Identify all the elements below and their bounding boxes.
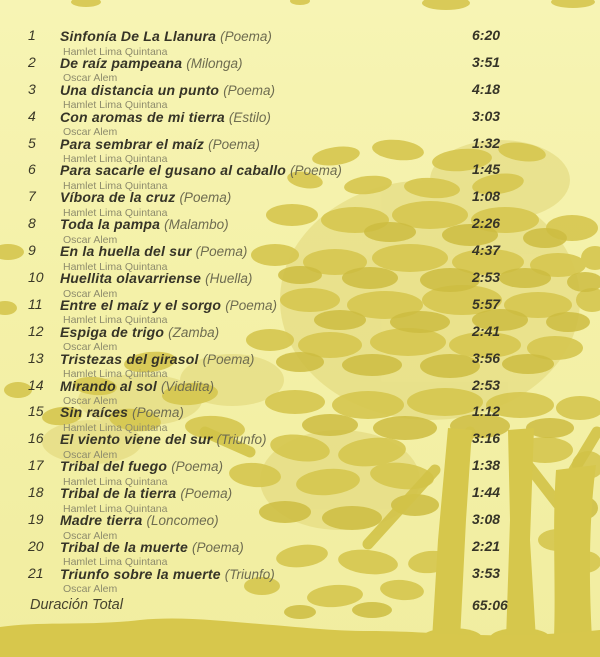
track-number: 16 — [28, 430, 44, 447]
track-row — [0, 242, 600, 273]
track-genre: (Triunfo) — [216, 432, 267, 448]
track-duration: 2:41 — [472, 322, 501, 339]
track-duration: 3:53 — [472, 564, 501, 581]
track-row — [0, 215, 600, 246]
track-artist: Oscar Alem — [63, 233, 118, 246]
total-duration-row — [0, 597, 600, 615]
track-duration: 1:12 — [472, 403, 501, 420]
track-genre: (Poema) — [202, 351, 255, 367]
track-title: Con aromas de mi tierra — [60, 108, 225, 125]
track-duration: 1:32 — [472, 134, 501, 151]
track-number: 5 — [28, 134, 36, 151]
track-duration: 3:16 — [472, 430, 501, 447]
track-artist: Oscar Alem — [63, 529, 118, 542]
track-duration: 3:03 — [472, 107, 501, 124]
track-title: Tribal del fuego — [60, 458, 168, 475]
track-title: Espiga de trigo — [60, 323, 165, 340]
tracklist — [0, 27, 600, 596]
track-row — [0, 134, 600, 166]
track-genre: (Poema) — [223, 82, 275, 98]
track-title: Para sacarle el gusano al caballo — [60, 162, 287, 179]
track-duration: 2:26 — [472, 215, 501, 232]
track-title: Tribal de la muerte — [60, 538, 189, 555]
track-title: Toda la pampa — [60, 216, 161, 233]
track-number: 9 — [28, 242, 36, 259]
track-duration: 3:08 — [472, 511, 501, 528]
track-duration: 1:08 — [472, 188, 501, 205]
track-artist: Hamlet Lima Quintana — [63, 153, 168, 166]
track-duration: 4:37 — [472, 242, 501, 259]
track-genre: (Triunfo) — [224, 566, 275, 582]
track-artist: Oscar Alem — [63, 287, 118, 300]
track-number: 6 — [28, 161, 36, 178]
track-artist: Hamlet Lima Quintana — [63, 45, 168, 58]
track-genre: (Poema) — [290, 163, 342, 179]
track-number: 2 — [28, 53, 36, 70]
track-genre: (Poema) — [179, 190, 232, 206]
track-duration: 5:57 — [472, 295, 501, 312]
track-artist: Hamlet Lima Quintana — [63, 556, 168, 569]
track-title: En la huella del sur — [60, 243, 192, 260]
track-row — [0, 537, 600, 569]
track-artist: Oscar Alem — [63, 126, 118, 139]
track-genre: (Poema) — [225, 297, 277, 313]
track-artist: Oscar Alem — [63, 448, 118, 461]
track-genre: (Milonga) — [186, 55, 243, 71]
track-duration: 3:56 — [472, 349, 501, 366]
track-number: 1 — [28, 27, 36, 43]
track-genre: (Poema) — [220, 29, 272, 44]
track-row — [0, 349, 600, 381]
track-number: 11 — [28, 295, 43, 312]
track-artist: Oscar Alem — [63, 72, 118, 85]
track-duration: 2:53 — [472, 269, 501, 286]
total-duration-value: 65:06 — [472, 597, 508, 613]
track-row — [0, 107, 600, 139]
track-number: 18 — [28, 484, 44, 501]
track-genre: (Loncomeo) — [146, 513, 219, 529]
track-artist: Hamlet Lima Quintana — [63, 260, 168, 273]
track-title: Víbora de la cruz — [60, 189, 176, 206]
track-row — [0, 27, 600, 58]
track-genre: (Poema) — [208, 136, 260, 152]
track-duration: 1:45 — [472, 161, 501, 178]
track-number: 10 — [28, 269, 44, 286]
track-row — [0, 430, 600, 461]
track-genre: (Huella) — [205, 271, 253, 287]
track-title: Entre el maíz y el sorgo — [60, 296, 222, 313]
track-artist: Hamlet Lima Quintana — [63, 502, 168, 515]
track-number: 3 — [28, 80, 36, 97]
track-number: 20 — [28, 537, 44, 554]
track-genre: (Vidalita) — [160, 378, 214, 394]
track-artist: Oscar Alem — [63, 341, 118, 354]
track-number: 7 — [28, 188, 36, 205]
track-number: 13 — [28, 349, 44, 366]
track-number: 14 — [28, 376, 44, 393]
track-title: Para sembrar el maíz — [60, 135, 205, 152]
track-row — [0, 511, 600, 542]
track-duration: 2:21 — [472, 537, 501, 554]
track-number: 19 — [28, 511, 44, 528]
track-number: 12 — [28, 322, 44, 339]
track-genre: (Poema) — [132, 405, 184, 421]
track-row — [0, 53, 600, 85]
track-title: De raíz pampeana — [60, 54, 183, 71]
track-artist: Hamlet Lima Quintana — [63, 475, 168, 488]
track-genre: (Zamba) — [168, 324, 220, 340]
track-artist: Oscar Alem — [63, 395, 118, 408]
track-number: 4 — [28, 107, 36, 124]
track-artist: Hamlet Lima Quintana — [63, 314, 168, 327]
track-title: Tristezas del girasol — [60, 350, 199, 367]
track-artist: Oscar Alem — [63, 583, 118, 596]
track-title: Tribal de la tierra — [60, 485, 177, 502]
track-genre: (Poema) — [192, 539, 244, 555]
track-artist: Hamlet Lima Quintana — [63, 206, 168, 219]
track-duration: 1:44 — [472, 484, 501, 501]
track-number: 15 — [28, 403, 44, 420]
total-duration-label: Duración Total — [30, 597, 123, 613]
track-genre: (Poema) — [171, 459, 223, 475]
track-row — [0, 403, 600, 434]
track-row — [0, 564, 600, 596]
track-duration: 3:51 — [472, 53, 501, 70]
track-row — [0, 457, 600, 488]
track-duration: 1:38 — [472, 457, 501, 474]
track-title: Madre tierra — [60, 512, 143, 529]
track-row — [0, 322, 600, 354]
track-title: Huellita olavarriense — [60, 270, 202, 287]
track-genre: (Poema) — [180, 486, 233, 502]
track-artist: Hamlet Lima Quintana — [63, 179, 168, 192]
track-duration: 6:20 — [472, 27, 501, 43]
track-row — [0, 161, 600, 192]
track-row — [0, 376, 600, 408]
track-row — [0, 484, 600, 515]
track-row — [0, 269, 600, 300]
track-title: Una distancia un punto — [60, 81, 220, 98]
track-row — [0, 295, 600, 327]
track-title: Sin raíces — [60, 404, 129, 421]
track-artist: Hamlet Lima Quintana — [63, 421, 168, 434]
track-title: Mirando al sol — [60, 377, 157, 394]
track-title: El viento viene del sur — [60, 431, 213, 448]
track-number: 21 — [28, 564, 44, 581]
track-number: 17 — [28, 457, 44, 474]
track-duration: 4:18 — [472, 80, 501, 97]
track-row — [0, 80, 600, 112]
track-row — [0, 188, 600, 219]
track-artist: Hamlet Lima Quintana — [63, 99, 168, 112]
track-genre: (Estilo) — [228, 109, 271, 125]
track-title: Sinfonía De La Llanura — [60, 28, 217, 44]
track-artist: Hamlet Lima Quintana — [63, 368, 168, 381]
track-duration: 2:53 — [472, 376, 501, 393]
track-genre: (Malambo) — [164, 217, 229, 233]
track-title: Triunfo sobre la muerte — [60, 565, 221, 582]
track-number: 8 — [28, 215, 36, 232]
track-genre: (Poema) — [195, 244, 248, 260]
